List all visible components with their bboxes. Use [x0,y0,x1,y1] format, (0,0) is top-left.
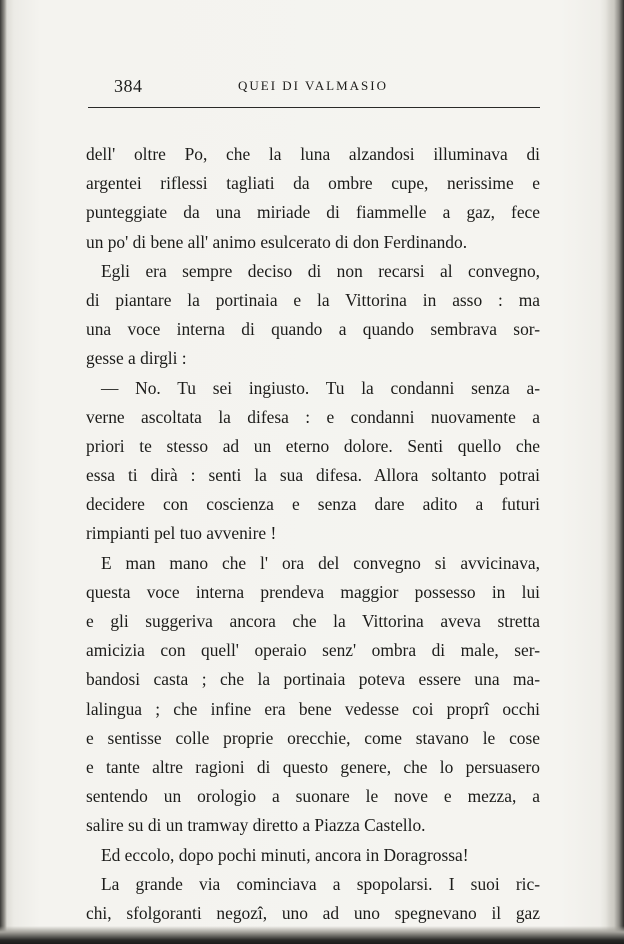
text-line: di piantare la portinaia e la Vittorina in asso : ma [86,289,540,310]
text-line: e tante altre ragioni di questo genere, che lo persuasero [86,756,540,777]
text-line: La grande via cominciava a spopolarsi. I suoi ric- [101,873,540,894]
header-rule [88,107,540,108]
text-line: E man mano che l' ora del convegno si avvicinava, [101,552,540,573]
body-text [86,140,540,928]
text-line: — No. Tu sei ingiusto. Tu la condanni senza a- [101,377,540,398]
running-header [88,72,540,102]
text-line: una voce interna di quando a quando sembrava sor- [86,319,540,340]
text-line: un po' di bene all' animo esulcerato di don Ferdinando. [86,231,468,252]
right-page-edge [606,0,624,944]
text-line: Egli era sempre deciso di non recarsi al convegno, [101,260,540,281]
text-line: rimpianti pel tuo avvenire ! [86,523,277,544]
binding-shadow [0,0,7,944]
text-line: verne ascoltata la difesa : e condanni nuovamente a [86,406,540,427]
text-line: argentei riflessi tagliati da ombre cupe, nerissime e [86,173,540,194]
bottom-page-edge [0,926,624,944]
running-title: QUEI DI VALMASIO [238,78,388,93]
text-line: punteggiate da una miriade di fiammelle a gaz, fece [86,202,540,223]
text-line: lalingua ; che infine era bene vedesse coi proprî occhi [86,698,540,719]
text-line: e sentisse colle proprie orecchie, come stavano le cose [86,727,540,748]
text-line: dell' oltre Po, che la luna alzandosi illuminava di [86,144,540,164]
text-line: gesse a dirgli : [86,348,187,369]
text-line: bandosi casta ; che la portinaia poteva essere una ma- [86,669,540,690]
page-number: 384 [114,76,143,96]
text-line: questa voce interna prendeva maggior possesso in lui [86,581,540,602]
text-line: chi, sfolgoranti negozî, uno ad uno spegnevano il gaz [86,902,540,923]
text-line: decidere con coscienza e senza dare adito a futuri [86,494,540,515]
text-line: Ed eccolo, dopo pochi minuti, ancora in Doragrossa! [101,844,469,865]
text-line: salire su di un tramway diretto a Piazza Castello. [86,815,426,836]
text-line: e gli suggeriva ancora che la Vittorina aveva stretta [86,611,540,631]
text-line: essa ti dirà : senti la sua difesa. Allora soltanto potrai [86,465,540,486]
text-line: sentendo un orologio a suonare le nove e mezza, a [86,786,540,807]
text-line: amicizia con quell' operaio senz' ombra di male, ser- [86,640,540,661]
text-line: priori te stesso ad un eterno dolore. Senti quello che [86,435,540,456]
